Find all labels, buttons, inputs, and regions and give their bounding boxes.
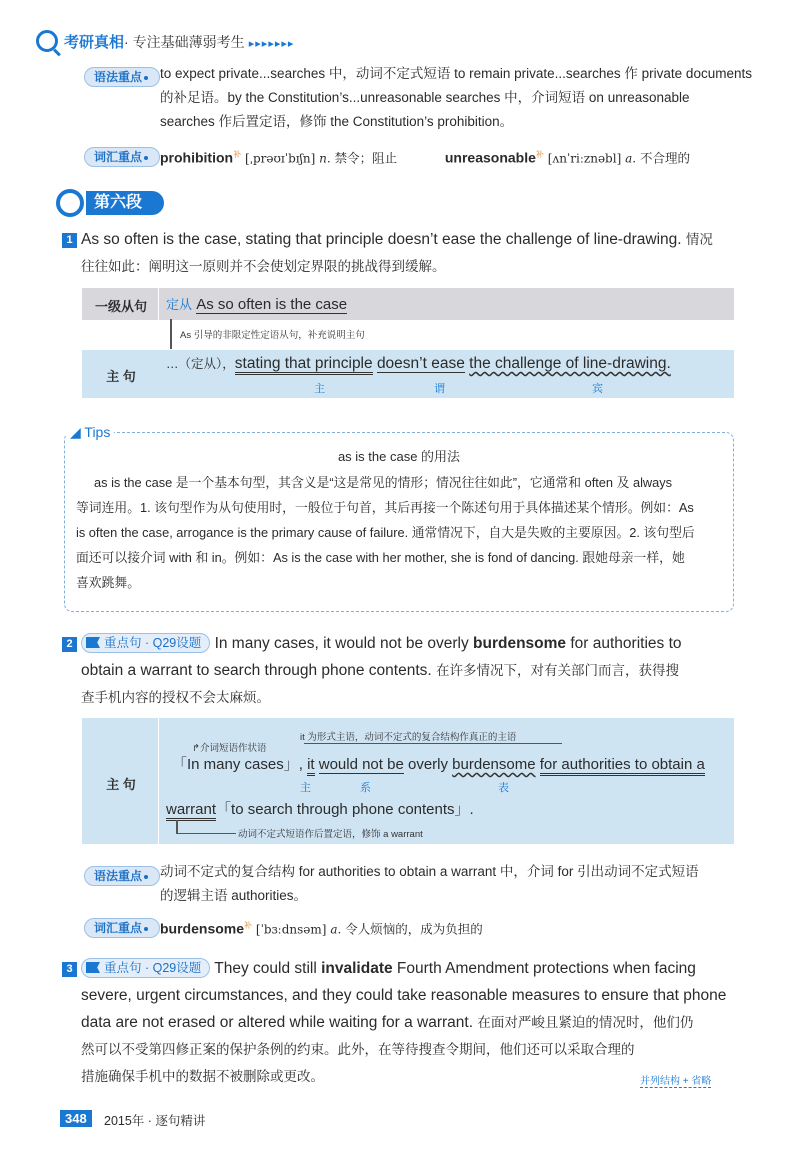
label-predicate: 谓 [434,383,445,395]
s2-line1: 「In many cases」, it would not be overly burdensome for authorities to obtain a [172,753,705,774]
flag-icon [86,962,100,973]
sentence-2: 2 重点句 · Q29设题 In many cases, it would not be overly burdensome for authorities to obtain a warrant to search through phone contents. 在许多情况下，对有关部门而言，获得搜 查手机内容的授权不会太麻烦。 [62,630,752,712]
side-note: 并列结构 + 省略 [640,1072,711,1088]
s2-grammar-text: 动词不定式的复合结构 for authorities to obtain a warrant 中，介词 for 引出动词不定式短语 的逻辑主语 authorities。 [160,864,699,903]
row1-note: As 引导的非限定性定语从句，补充说明主句 [180,330,365,341]
row1-label: 一级从句 [94,299,147,314]
grammar-tag: 语法重点 [84,67,160,87]
s2-label-subject: 主 [300,782,311,794]
s2-vocab-text: burdensome$^补$ [ˈbɜːdnsəm] a. 令人烦恼的，成为负担的 [160,920,483,937]
row2-text: …（定从），stating that principle doesn’t ease the challenge of line-drawing. [166,354,671,373]
brand-logo-icon [36,30,58,52]
s2-label-link: 系 [360,782,371,794]
row1-text: 定从 As so often is the case [166,296,348,313]
grammar-text: to expect private...searches 中，动词不定式短语 to remain private...searches 作 private documents 的补足语。by the Constitution’s...unreasonable searches 中，介词短语 on unreasonable searches 作后置定语，修饰 the Constitution’s prohibition。 [160,66,752,129]
s2-label-predicative: 表 [498,782,509,794]
sentence-1: 1 As so often is the case, stating that principle doesn’t ease the challenge of line-drawing. 情况 往往如此：阐明这一原则并不会使划定界限的挑战得到缓解。 [62,226,742,281]
tips-body: as is the case 是一个基本句型，其含义是“这是常见的情形；情况往往如此”，它通常和 often 及 always 等词连用。1. 该句型作为从句使用时，一般位于句首，其后再接一个陈述句用于具体描述某个情形。例如：As is often the case, arrogance is the primary cause of failure. 通常情况下，自大是失败的主要原因。2. 该句型后 面还可以接介词 with 和 in。例如：As is the case with her mother, she is fond of dancing. 跟她母亲一样，她 喜欢跳舞。 [76,475,695,590]
header-brand: 考研真相· 专注基础薄弱考生 ▸▸▸▸▸▸▸ [64,34,295,51]
page-number: 348 [60,1110,92,1127]
vocab-text: prohibition$^补$ [ˌprəʊɪˈbɪʃn] n. 禁令；阻止 unreasonable$^补$ [ʌnˈriːznəbl] a. 不合理的 [160,149,691,166]
s2-grammar-tag: 语法重点 [84,866,160,886]
tips-label: ◢ Tips [66,424,114,441]
s2-vocab-tag: 词汇重点 [84,918,160,938]
flag-icon [86,637,100,648]
tips-title: as is the case 的用法 [337,449,461,464]
search-icon [56,189,84,217]
s2-line2: warrant「to search through phone contents」. [166,798,474,819]
label-subject: 主 [314,383,325,395]
note-postmodifier: 动词不定式短语作后置定语，修饰 a warrant [238,829,423,840]
row2-label: 主 句 [106,369,136,384]
footer-title: 2015年 · 逐句精讲 [104,1114,206,1128]
note-formal-subject: it 为形式主语，动词不定式的复合结构作真正的主语 [300,732,517,743]
s2-label: 主 句 [106,777,136,792]
note-adverbial: ↱介词短语作状语 [192,743,267,754]
vocab-tag: 词汇重点 [84,147,160,167]
label-object: 宾 [592,383,603,395]
section-heading: 第六段 [56,189,164,217]
sentence-3: 3 重点句 · Q29设题 They could still invalidate Fourth Amendment protections when facing severe, urgent circumstances, and they could take reasonable measures to ensure that phone data are not erased or altered while waiting for a warrant. 在面对严峻且紧迫的情况时，他们仍 然可以不受第四修正案的保护条例的约束。此外，在等待搜查令期间，他们还可以采取合理的 措施确保手机中的数据不被删除或更改。 [62,955,752,1091]
